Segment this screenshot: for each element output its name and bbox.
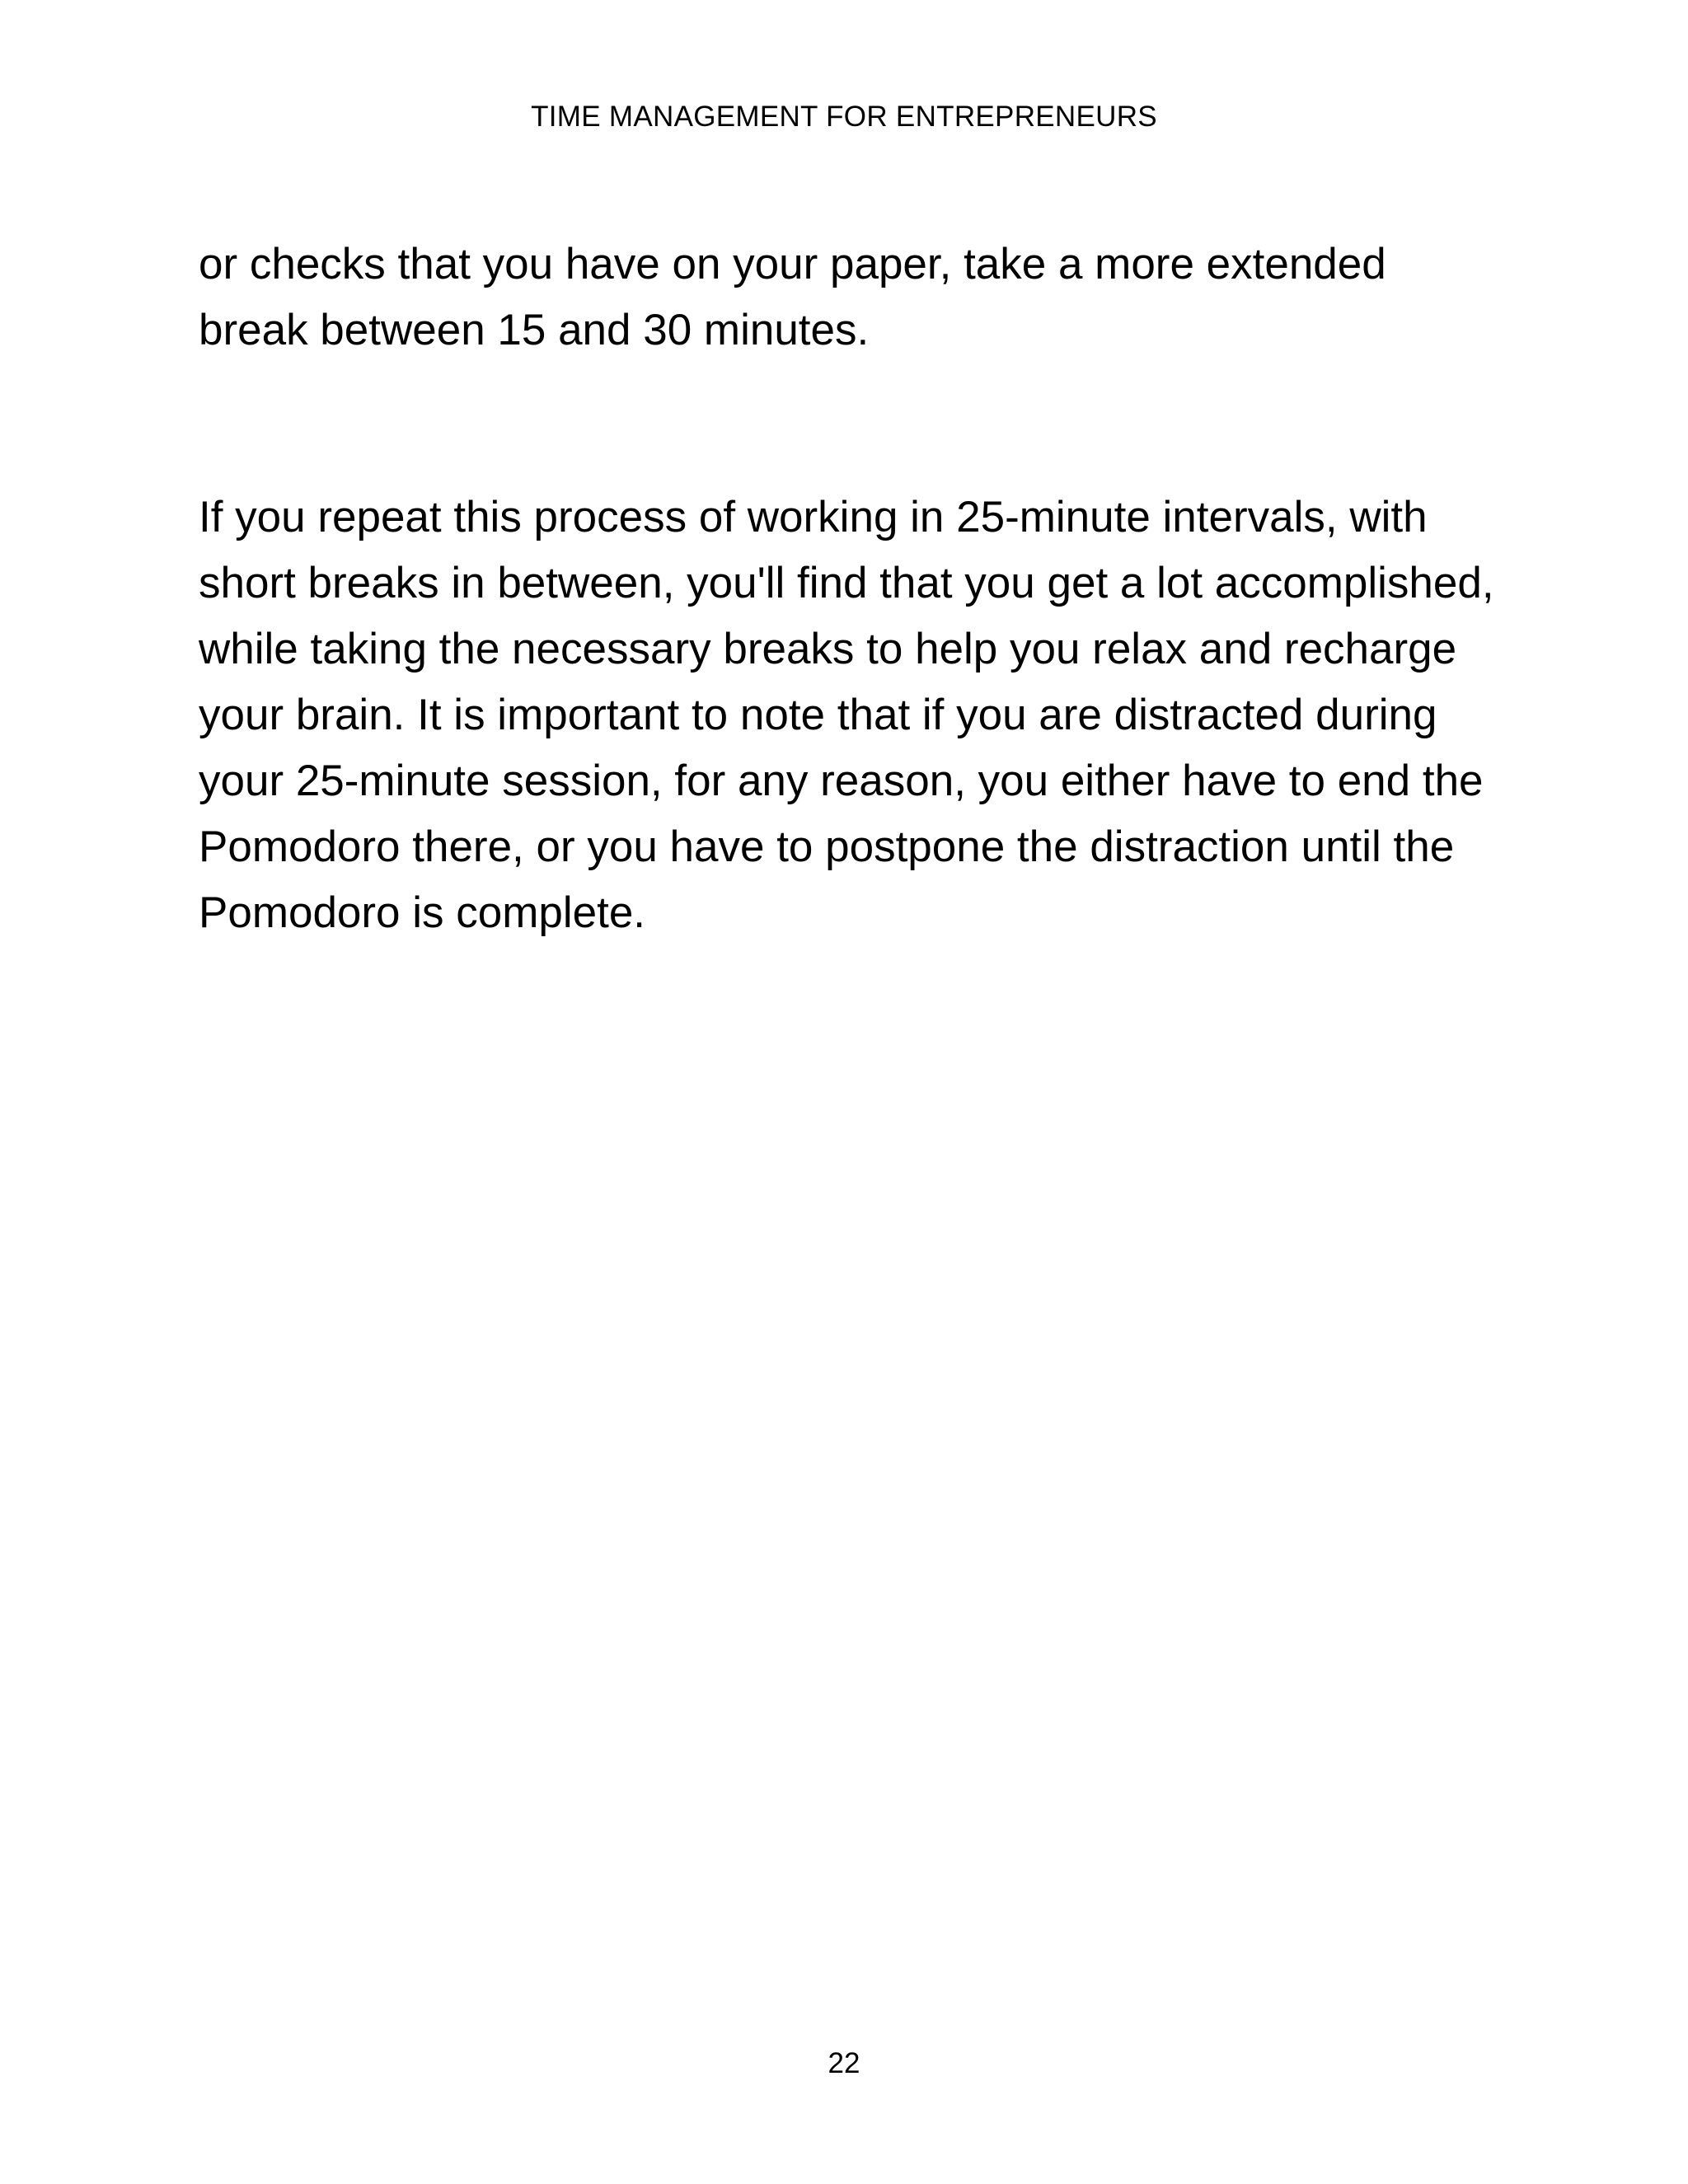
running-header: TIME MANAGEMENT FOR ENTREPRENEURS	[531, 101, 1157, 133]
body-paragraph: If you repeat this process of working in 25-minute intervals, with short breaks in between, you'll find that you get a lot accomplished, while taking the necessary breaks to help you relax and recharge your brain. It is important to note that if you are distracted during your 25-minute session, for any reason, you either have to end the Pomodoro there, or you have to postpone the distraction until the Pomodoro is complete.	[199, 493, 1494, 937]
page-number: 22	[828, 2047, 860, 2079]
body-paragraph: or checks that you have on your paper, take a more extended break between 15 and 30 minutes.	[199, 240, 1386, 354]
